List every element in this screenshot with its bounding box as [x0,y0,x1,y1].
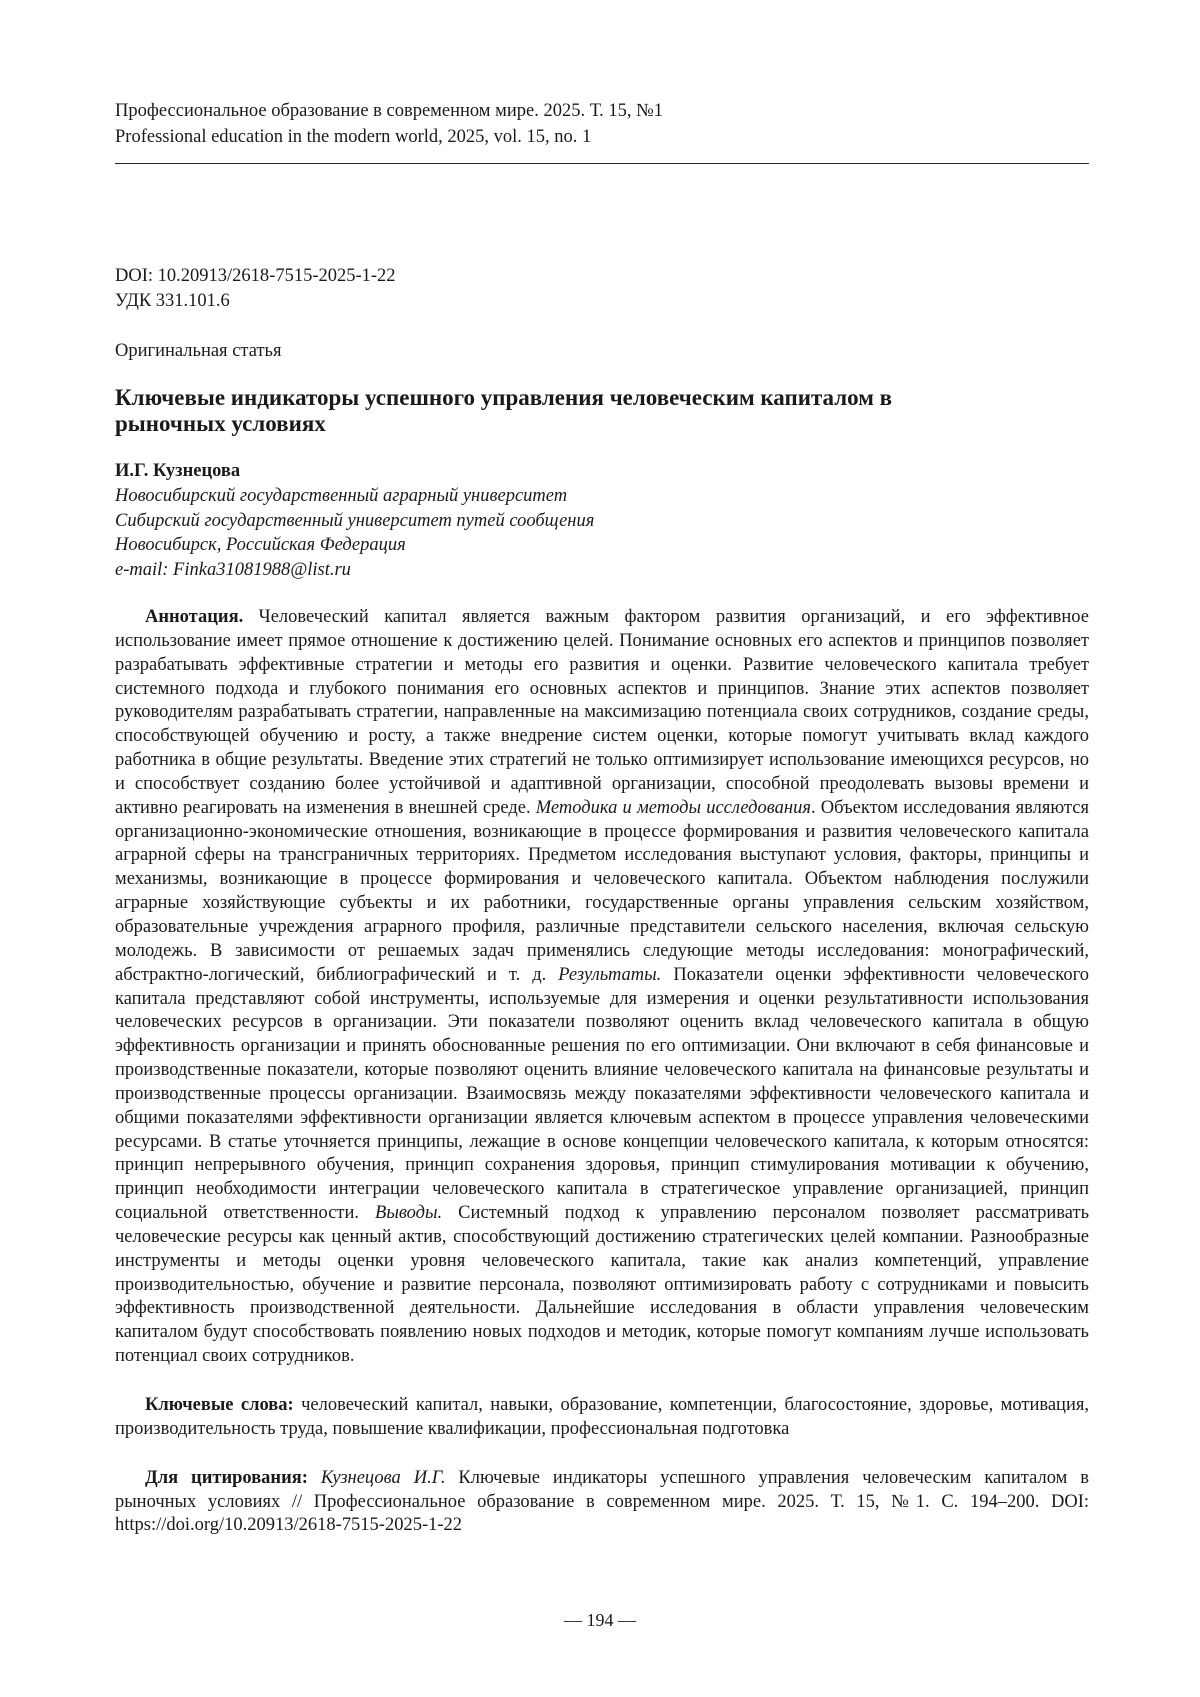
abstract-text-2: . Объектом исследования являются организационно-экономические отношения, возникающие в процессе формирования и развития человеческого капитала аграрной сферы на трансграничных территориях. Предметом исследования выступают условия, факторы, принципы и механизмы, возникающие в процессе формирования и человеческого капитала. Объектом наблюдения послужили аграрные хозяйствующие субъекты и их работники, государственные органы управления сельским хозяйством, образовательные учреждения аграрного профиля, различные представители сельского населения, включая сельскую молодежь. В зависимости от решаемых задач применялись следующие методы исследования: монографический, абстрактно-логический, библиографический и т. д. [115,798,1089,985]
article-title: Ключевые индикаторы успешного управления человеческим капиталом в рыночных условиях [115,385,1089,437]
affiliation-1: Новосибирский государственный аграрный университет [115,484,1089,509]
citation-text: Ключевые индикаторы успешного управления человеческим капиталом в рыночных условиях // Профессиональное образование в современном мире. 2025. Т. 15, №1. С. 194–200. DOI: https://doi.org/10.20913/2618-7515-2025-1-22 [115,1468,1089,1536]
journal-title-ru: Профессиональное образование в современном мире. 2025. Т. 15, №1 [115,98,1089,124]
citation-author: Кузнецова И.Г. [321,1468,446,1488]
abstract [115,606,1089,1369]
author-email: e-mail: Finka31081988@list.ru [115,558,1089,583]
methods-label: Методика и методы исследования [536,798,811,818]
page-number: — 194 — [0,1610,1200,1631]
citation [115,1467,1089,1539]
results-label: Результаты. [558,965,661,985]
journal-title-en: Professional education in the modern world, 2025, vol. 15, no. 1 [115,124,1089,150]
author-name: И.Г. Кузнецова [115,459,1089,484]
article-meta [115,264,1089,314]
abstract-text-1: Человеческий капитал является важным фактором развития организаций, и его эффективное использование имеет прямое отношение к достижению целей. Понимание основных его аспектов и принципов позволяет разрабатывать эффективные стратегии и методы его развития и оценки. Развитие человеческого капитала требует системного подхода и глубокого понимания его основных аспектов и принципов. Знание этих аспектов позволяет руководителям разрабатывать стратегии, направленные на максимизацию потенциала своих сотрудников, создание среды, способствующей обучению и росту, а также внедрение систем оценки, которые помогут учитывать вклад каждого работника в общие результаты. Введение этих стратегий не только оптимизирует использование имеющихся ресурсов, но и способствует созданию более устойчивой и адаптивной организации, способной преодолевать вызовы времени и активно реагировать на изменения в внешней среде. [115,607,1089,818]
keywords [115,1394,1089,1442]
citation-label: Для цитирования: [145,1468,308,1488]
doi: DOI: 10.20913/2618-7515-2025-1-22 [115,264,1089,289]
header-divider [115,163,1089,164]
affiliation-location: Новосибирск, Российская Федерация [115,533,1089,558]
abstract-text-4: Системный подход к управлению персоналом позволяет рассматривать человеческие ресурсы как ценный актив, способствующий достижению стратегических целей компании. Разнообразные инструменты и методы оценки уровня человеческого капитала, такие как анализ компетенций, управление производительностью, обучение и развитие персонала, позволяют оптимизировать работу с сотрудниками и повысить эффективность производственной деятельности. Дальнейшие исследования в области управления человеческим капиталом будут способствовать появлению новых подходов и методик, которые помогут компаниям лучше использовать потенциал своих сотрудников. [115,1203,1089,1366]
abstract-text-3: Показатели оценки эффективности человеческого капитала представляют собой инструменты, используемые для измерения и оценки результативности использования человеческих ресурсов в организации. Эти показатели позволяют оценить вклад человеческого капитала в общую эффективность организации и принять обоснованные решения по его оптимизации. Они включают в себя финансовые и производственные показатели, которые позволяют оценить влияние человеческого капитала на финансовые результаты и производственные процессы организации. Взаимосвязь между показателями эффективности человеческого капитала и общими показателями эффективности организации является ключевым аспектом в процессе управления человеческими ресурсами. В статье уточняется принципы, лежащие в основе концепции человеческого капитала, к которым относятся: принцип непрерывного обучения, принцип сохранения здоровья, принцип стимулирования мотивации к обучению, принцип необходимости интеграции человеческого капитала в стратегическое управление организацией, принцип социальной ответственности. [115,965,1089,1223]
affiliation-2: Сибирский государственный университет путей сообщения [115,509,1089,534]
conclusions-label: Выводы. [375,1203,442,1223]
article-type: Оригинальная статья [115,339,1089,364]
keywords-text: человеческий капитал, навыки, образование, компетенции, благосостояние, здоровье, мотивация, производительность труда, повышение квалификации, профессиональная подготовка [115,1395,1089,1439]
abstract-label: Аннотация. [145,607,243,627]
article-page [115,98,1089,1538]
udc: УДК 331.101.6 [115,289,1089,314]
keywords-label: Ключевые слова: [145,1395,294,1415]
